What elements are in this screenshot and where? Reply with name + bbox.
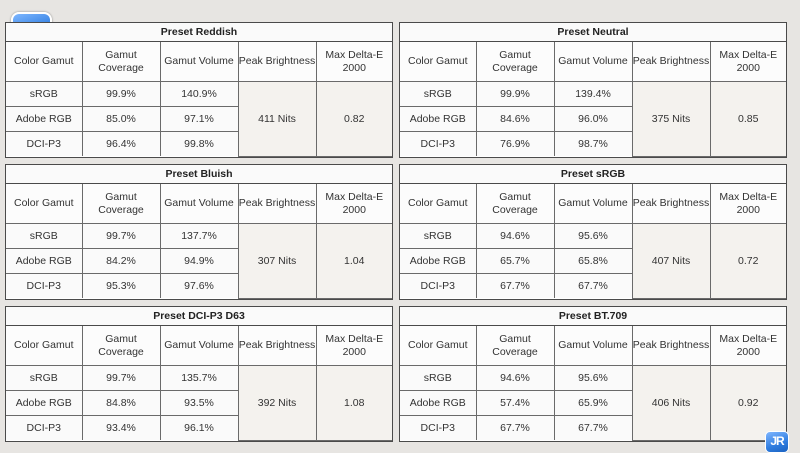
col-header-gamut: Color Gamut: [400, 326, 476, 366]
cell-coverage: 99.9%: [82, 82, 160, 107]
col-header-brightness: Peak Brightness: [632, 42, 710, 82]
color-table: [6, 42, 392, 157]
col-header-volume: Gamut Volume: [554, 326, 632, 366]
col-header-coverage: Gamut Coverage: [476, 184, 554, 224]
panel-title: Preset DCI-P3 D63: [6, 307, 392, 326]
cell-brightness: 375 Nits: [632, 82, 710, 157]
panel-title: Preset BT.709: [400, 307, 786, 326]
cell-volume: 95.6%: [554, 224, 632, 249]
col-header-gamut: Color Gamut: [6, 42, 82, 82]
col-header-gamut: Color Gamut: [6, 326, 82, 366]
cell-coverage: 84.6%: [476, 107, 554, 132]
cell-volume: 140.9%: [160, 82, 238, 107]
cell-volume: 65.9%: [554, 391, 632, 416]
cell-brightness: 406 Nits: [632, 366, 710, 441]
panel-preset-srgb: [399, 164, 787, 300]
header-row: [6, 184, 392, 224]
col-header-delta: Max Delta-E 2000: [710, 42, 786, 82]
table-row: [400, 224, 786, 249]
cell-coverage: 65.7%: [476, 249, 554, 274]
cell-gamut: Adobe RGB: [400, 107, 476, 132]
cell-coverage: 76.9%: [476, 132, 554, 157]
cell-volume: 67.7%: [554, 274, 632, 299]
cell-volume: 99.8%: [160, 132, 238, 157]
col-header-coverage: Gamut Coverage: [476, 326, 554, 366]
panel-title: Preset Bluish: [6, 165, 392, 184]
col-header-brightness: Peak Brightness: [632, 326, 710, 366]
cell-gamut: Adobe RGB: [6, 391, 82, 416]
cell-coverage: 99.7%: [82, 224, 160, 249]
cell-volume: 139.4%: [554, 82, 632, 107]
cell-volume: 94.9%: [160, 249, 238, 274]
cell-gamut: DCI-P3: [400, 274, 476, 299]
panel-preset-reddish: [5, 22, 393, 158]
logo-badge-small: JR: [765, 431, 789, 453]
col-header-delta: Max Delta-E 2000: [710, 184, 786, 224]
col-header-delta: Max Delta-E 2000: [316, 184, 392, 224]
cell-brightness: 411 Nits: [238, 82, 316, 157]
col-header-volume: Gamut Volume: [554, 42, 632, 82]
cell-gamut: Adobe RGB: [400, 249, 476, 274]
cell-gamut: sRGB: [400, 82, 476, 107]
cell-coverage: 99.7%: [82, 366, 160, 391]
cell-delta: 0.92: [710, 366, 786, 441]
cell-volume: 97.6%: [160, 274, 238, 299]
col-header-coverage: Gamut Coverage: [82, 184, 160, 224]
col-header-delta: Max Delta-E 2000: [710, 326, 786, 366]
cell-coverage: 67.7%: [476, 416, 554, 441]
col-header-coverage: Gamut Coverage: [82, 42, 160, 82]
table-row: [400, 82, 786, 107]
cell-coverage: 96.4%: [82, 132, 160, 157]
cell-brightness: 407 Nits: [632, 224, 710, 299]
cell-coverage: 99.9%: [476, 82, 554, 107]
cell-gamut: sRGB: [6, 224, 82, 249]
col-header-coverage: Gamut Coverage: [476, 42, 554, 82]
col-header-brightness: Peak Brightness: [632, 184, 710, 224]
color-table: [400, 42, 786, 157]
cell-coverage: 94.6%: [476, 224, 554, 249]
color-table: [400, 326, 786, 441]
col-header-volume: Gamut Volume: [160, 326, 238, 366]
table-row: [6, 224, 392, 249]
cell-coverage: 95.3%: [82, 274, 160, 299]
header-row: [6, 42, 392, 82]
cell-gamut: sRGB: [6, 366, 82, 391]
color-table: [6, 184, 392, 299]
color-table: [6, 326, 392, 441]
cell-gamut: DCI-P3: [6, 132, 82, 157]
table-row: [6, 82, 392, 107]
col-header-volume: Gamut Volume: [160, 42, 238, 82]
panel-preset-dci-p3-d63: [5, 306, 393, 442]
col-header-brightness: Peak Brightness: [238, 326, 316, 366]
cell-gamut: DCI-P3: [400, 132, 476, 157]
cell-volume: 135.7%: [160, 366, 238, 391]
col-header-volume: Gamut Volume: [160, 184, 238, 224]
cell-gamut: Adobe RGB: [6, 107, 82, 132]
col-header-gamut: Color Gamut: [400, 184, 476, 224]
panel-title: Preset Reddish: [6, 23, 392, 42]
cell-volume: 93.5%: [160, 391, 238, 416]
cell-brightness: 307 Nits: [238, 224, 316, 299]
cell-coverage: 93.4%: [82, 416, 160, 441]
panel-preset-neutral: [399, 22, 787, 158]
col-header-coverage: Gamut Coverage: [82, 326, 160, 366]
cell-coverage: 57.4%: [476, 391, 554, 416]
panel-preset-bluish: [5, 164, 393, 300]
cell-gamut: DCI-P3: [6, 416, 82, 441]
cell-volume: 96.1%: [160, 416, 238, 441]
col-header-volume: Gamut Volume: [554, 184, 632, 224]
cell-coverage: 84.8%: [82, 391, 160, 416]
cell-delta: 0.72: [710, 224, 786, 299]
panel-title: Preset sRGB: [400, 165, 786, 184]
cell-volume: 137.7%: [160, 224, 238, 249]
cell-volume: 65.8%: [554, 249, 632, 274]
cell-coverage: 67.7%: [476, 274, 554, 299]
col-header-gamut: Color Gamut: [400, 42, 476, 82]
header-row: [400, 326, 786, 366]
cell-gamut: DCI-P3: [400, 416, 476, 441]
col-header-gamut: Color Gamut: [6, 184, 82, 224]
header-row: [400, 184, 786, 224]
panel-preset-bt709: [399, 306, 787, 442]
col-header-brightness: Peak Brightness: [238, 42, 316, 82]
cell-delta: 0.85: [710, 82, 786, 157]
cell-delta: 0.82: [316, 82, 392, 157]
col-header-delta: Max Delta-E 2000: [316, 326, 392, 366]
cell-coverage: 85.0%: [82, 107, 160, 132]
panel-title: Preset Neutral: [400, 23, 786, 42]
cell-volume: 96.0%: [554, 107, 632, 132]
cell-volume: 98.7%: [554, 132, 632, 157]
cell-gamut: sRGB: [6, 82, 82, 107]
header-row: [400, 42, 786, 82]
cell-brightness: 392 Nits: [238, 366, 316, 441]
cell-gamut: Adobe RGB: [400, 391, 476, 416]
header-row: [6, 326, 392, 366]
table-row: [6, 366, 392, 391]
cell-gamut: sRGB: [400, 366, 476, 391]
cell-coverage: 84.2%: [82, 249, 160, 274]
table-row: [400, 366, 786, 391]
cell-gamut: sRGB: [400, 224, 476, 249]
cell-volume: 95.6%: [554, 366, 632, 391]
cell-delta: 1.04: [316, 224, 392, 299]
cell-volume: 97.1%: [160, 107, 238, 132]
color-table: [400, 184, 786, 299]
col-header-brightness: Peak Brightness: [238, 184, 316, 224]
col-header-delta: Max Delta-E 2000: [316, 42, 392, 82]
cell-gamut: DCI-P3: [6, 274, 82, 299]
cell-delta: 1.08: [316, 366, 392, 441]
cell-gamut: Adobe RGB: [6, 249, 82, 274]
cell-volume: 67.7%: [554, 416, 632, 441]
cell-coverage: 94.6%: [476, 366, 554, 391]
